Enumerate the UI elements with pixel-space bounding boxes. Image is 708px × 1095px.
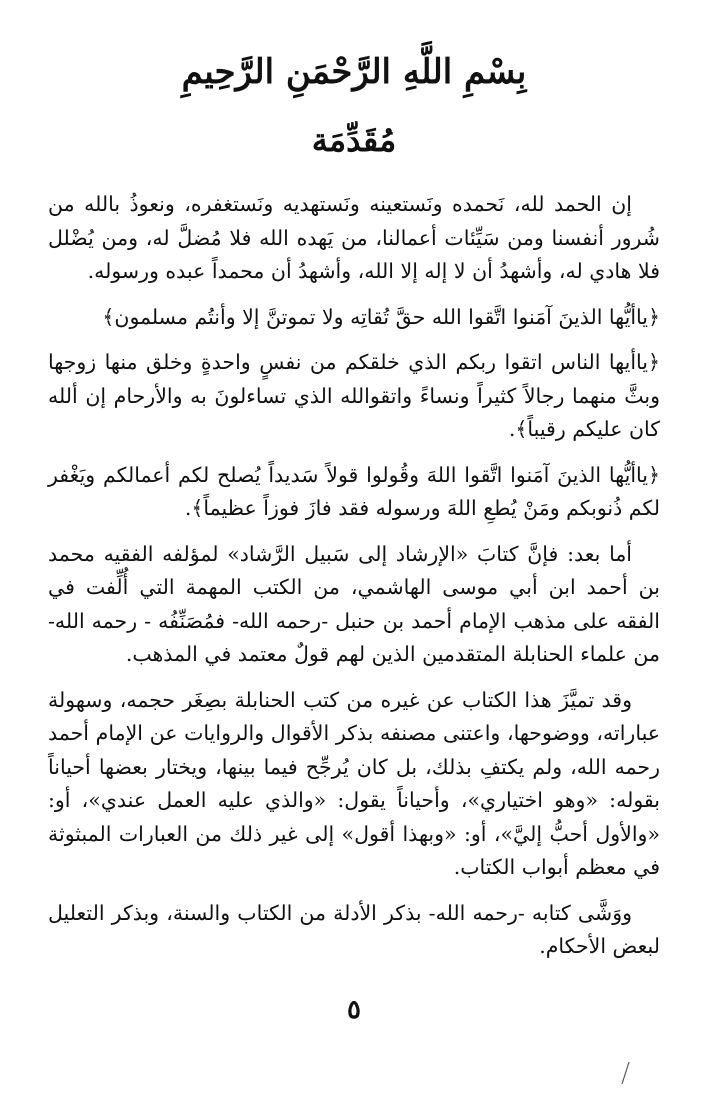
- paragraph-opening-praise: إن الحمد لله، نَحمده ونَستعينه ونَستهديه ونَستغفره، ونعوذُ بالله من شُرور أنفسنا ومن سَيِّئات أعمالنا، من يَهده الله فلا مُضلَّ له، ومن يُضْلل فلا هادي له، وأشهدُ أن لا إله إلا الله، وأشهدُ أن محمداً عبده ورسوله.: [48, 192, 660, 283]
- paragraph-quran-verse-1: ﴿ياأيُّها الذينَ آمَنوا اتَّقوا الله حقَّ تُقاتِه ولا تموتنَّ إلا وأنتُم مسلمون﴾: [102, 304, 660, 329]
- body-text: [48, 188, 660, 976]
- page-title: مُقَدِّمَة: [311, 121, 397, 159]
- paragraph-book-evidence: ووَشَّى كتابه -رحمه الله- بذكر الأدلة من الكتاب والسنة، وبذكر التعليل لبعض الأحكام.: [48, 900, 660, 958]
- paragraph-book-introduction: أما بعد: فإنَّ كتابَ «الإرشاد إلى سَبيل الرَّشاد» لمؤلفه الفقيه محمد بن أحمد ابن أبي موسى الهاشمي، من الكتب المهمة التي أُلِّفت في الفقه على مذهب الإمام أحمد بن حنبل -رحمه الله- فمُصَنِّفُه - رحمه الله- من علماء الحنابلة المتقدمين الذين لهم قولٌ معتمد في المذهب.: [48, 541, 660, 666]
- paragraph-book-features: وقد تميَّزَ هذا الكتاب عن غيره من كتب الحنابلة بصِغَر حجمه، وسهولة عباراته، ووضوحها، واعتنى مصنفه بذكر الأقوال والروايات عن الإمام أحمد رحمه الله، ولم يكتفِ بذلك، بل كان يُرجِّح فيما بينها، ويختار بعضها أحياناً بقوله: «وهو اختياري»، وأحياناً يقول: «والذي عليه العمل عندي»، أو: «والأول أحبُّ إليَّ»، أو: «وبهذا أقول» إلى غير ذلك من العبارات المبثوثة في معظم أبواب الكتاب.: [48, 687, 660, 879]
- paragraph-quran-verse-3: ﴿ياأيُّها الذينَ آمَنوا اتَّقوا اللهَ وقُولوا قولاً سَديداً يُصلح لكم أعمالكم ويَغْفر لكم ذُنوبكم ومَنْ يُطعِ اللهَ ورسوله فقد فازَ فوزاً عظيماً﴾.: [48, 462, 660, 520]
- paragraph-quran-verse-2: ﴿ياأيها الناس اتقوا ربكم الذي خلقكم من نفسٍ واحدةٍ وخلق منها زوجها وبثَّ منهما رجالاً كثيراً ونساءً واتقوالله الذي تساءلونَ به والأرحام إن ألله كان عليكم رقيباً﴾.: [48, 350, 660, 441]
- page-number: ٥: [347, 995, 361, 1025]
- pen-mark: [618, 1060, 632, 1086]
- bismillah-heading: بِسْمِ اللَّهِ الرَّحْمَنِ الرَّحِيمِ: [181, 52, 527, 92]
